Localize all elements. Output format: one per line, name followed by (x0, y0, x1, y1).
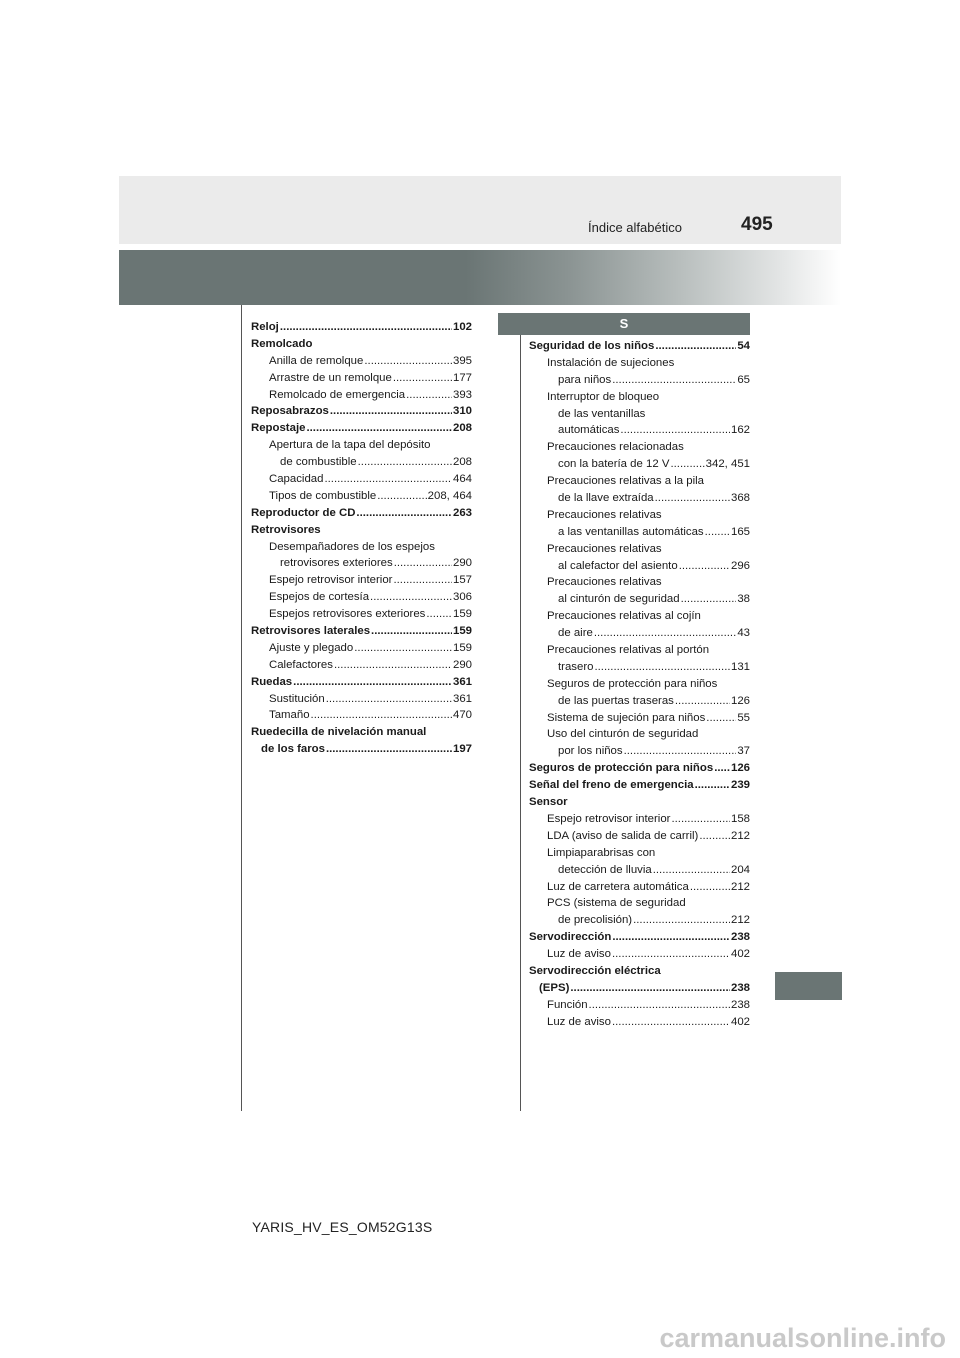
index-entry (251, 707, 472, 724)
leader-dots (612, 929, 730, 946)
index-entry (529, 879, 750, 896)
entry-label: Reloj (251, 321, 279, 333)
entry-label: Capacidad (269, 473, 324, 486)
leader-dots (612, 946, 730, 963)
index-entry (529, 997, 750, 1014)
entry-label: Retrovisores laterales (251, 625, 371, 638)
entry-label: Señal del freno de emergencia (529, 779, 694, 792)
leader-dots (681, 591, 737, 608)
entry-label: Luz de aviso (547, 1015, 611, 1028)
index-entry (251, 471, 472, 488)
entry-page-ref[interactable]: 238 (730, 981, 750, 994)
index-entry (251, 539, 472, 556)
index-entry (529, 693, 750, 710)
entry-label: Luz de aviso (547, 948, 611, 961)
index-entry (251, 724, 472, 741)
index-entry (529, 456, 750, 473)
thumb-index-tab (775, 972, 842, 1000)
leader-dots (670, 456, 704, 473)
index-entry (251, 691, 472, 708)
index-entry (529, 541, 750, 558)
index-entry (251, 640, 472, 657)
entry-label: Seguros de protección para niños (529, 762, 714, 775)
entry-page-ref[interactable]: 263 (452, 506, 472, 519)
leader-dots (671, 811, 730, 828)
leader-dots (570, 980, 730, 997)
index-entry (251, 353, 472, 370)
model-code: YARIS_HV_ES_OM52G13S (252, 1219, 433, 1235)
entry-page-ref[interactable]: 43 (737, 627, 750, 640)
right-column-rule (520, 313, 521, 1111)
leader-dots (324, 471, 452, 488)
index-entry (529, 625, 750, 642)
index-entry (251, 522, 472, 539)
entry-page-ref[interactable]: 162 (730, 424, 750, 437)
entry-page-ref[interactable]: 204 (730, 863, 750, 876)
index-entry (529, 558, 750, 575)
index-entry (529, 439, 750, 456)
entry-page-ref[interactable]: 65 (737, 373, 750, 386)
leader-dots (426, 606, 452, 623)
entry-label: PCS (sistema de seguridad (547, 897, 686, 910)
index-entry (251, 488, 472, 505)
index-entry (251, 454, 472, 471)
entry-label: al calefactor del asiento (558, 559, 678, 572)
entry-label: Espejos de cortesía (269, 591, 370, 604)
entry-page-ref[interactable]: 177 (452, 371, 472, 384)
index-entry (529, 1014, 750, 1031)
entry-page-ref[interactable]: 342, 451 (705, 458, 750, 471)
entry-page-ref[interactable]: 368 (730, 492, 750, 505)
watermark: carmanualsonline.info (659, 1323, 946, 1353)
index-entry (529, 794, 750, 811)
leader-dots (371, 623, 452, 640)
entry-label: automáticas (558, 424, 620, 437)
entry-label: Desempañadores de los espejos (269, 540, 435, 553)
index-entry (529, 473, 750, 490)
entry-label: de las puertas traseras (558, 694, 674, 707)
leader-dots (655, 338, 736, 355)
entry-label: Luz de carretera automática (547, 880, 689, 893)
index-entry (529, 372, 750, 389)
index-entry (529, 524, 750, 541)
entry-label: Función (547, 998, 588, 1011)
leader-dots (594, 659, 730, 676)
entry-label: Servodirección (529, 931, 612, 944)
entry-page-ref[interactable]: 38 (737, 593, 750, 606)
entry-page-ref[interactable]: 238 (730, 998, 750, 1011)
index-entry (529, 676, 750, 693)
entry-label: Espejo retrovisor interior (547, 812, 671, 825)
leader-dots (679, 558, 730, 575)
entry-page-ref[interactable]: 238 (730, 931, 750, 944)
entry-label: de los faros (261, 743, 325, 756)
header-gradient-bar (119, 250, 841, 305)
entry-page-ref[interactable]: 208 (452, 422, 472, 435)
index-entry (251, 623, 472, 640)
leader-dots (354, 640, 452, 657)
entry-page-ref[interactable]: 306 (452, 591, 472, 604)
entry-label: Tamaño (269, 709, 310, 722)
entry-page-ref[interactable]: 296 (730, 559, 750, 572)
index-entry (529, 642, 750, 659)
leader-dots (706, 710, 736, 727)
index-entry (251, 437, 472, 454)
entry-page-ref[interactable]: 159 (452, 641, 472, 654)
index-entry (529, 862, 750, 879)
entry-label: con la batería de 12 V (558, 458, 670, 471)
leader-dots (280, 319, 452, 336)
entry-label: Sistema de sujeción para niños (547, 711, 706, 724)
leader-dots (633, 912, 730, 929)
leader-dots (370, 589, 452, 606)
entry-label: Precauciones relativas al portón (547, 644, 710, 657)
index-entry (251, 572, 472, 589)
entry-label: Espejos retrovisores exteriores (269, 608, 426, 621)
leader-dots (653, 862, 730, 879)
leader-dots (393, 572, 452, 589)
index-entry (529, 608, 750, 625)
index-entry (529, 895, 750, 912)
index-entry (251, 370, 472, 387)
entry-label: Calefactores (269, 658, 333, 671)
leader-dots (406, 387, 452, 404)
leader-dots (364, 353, 452, 370)
leader-dots (293, 674, 452, 691)
header-band (119, 176, 841, 244)
entry-label: Espejo retrovisor interior (269, 574, 393, 587)
entry-label: Sustitución (269, 692, 325, 705)
leader-dots (330, 403, 452, 420)
entry-label: Tipos de combustible (269, 489, 377, 502)
leader-dots (705, 524, 730, 541)
index-entry (529, 591, 750, 608)
index-entry (529, 406, 750, 423)
index-entry (251, 657, 472, 674)
index-entry (251, 741, 472, 758)
index-entry (251, 319, 472, 336)
index-entry (251, 403, 472, 420)
index-entry (529, 777, 750, 794)
leader-dots (655, 490, 730, 507)
leader-dots (306, 420, 452, 437)
entry-page-ref[interactable]: 157 (452, 574, 472, 587)
entry-page-ref[interactable]: 37 (737, 745, 750, 758)
entry-label: de la llave extraída (558, 492, 654, 505)
entry-page-ref[interactable]: 131 (730, 660, 750, 673)
entry-label: Limpiaparabrisas con (547, 846, 656, 859)
index-entry (529, 422, 750, 439)
entry-page-ref[interactable]: 361 (452, 692, 472, 705)
index-entry (529, 659, 750, 676)
leader-dots (714, 760, 730, 777)
leader-dots (612, 372, 736, 389)
entry-label: Reproductor de CD (251, 506, 356, 519)
entry-label: Precauciones relativas al cojín (547, 610, 701, 623)
leader-dots (624, 743, 737, 760)
entry-label: Precauciones relativas (547, 542, 662, 555)
index-entry (529, 929, 750, 946)
index-entry (251, 420, 472, 437)
leader-dots (334, 657, 452, 674)
entry-page-ref[interactable]: 402 (730, 1015, 750, 1028)
entry-page-ref[interactable]: 290 (452, 658, 472, 671)
entry-label: Instalación de sujeciones (547, 356, 675, 369)
entry-page-ref[interactable]: 239 (730, 779, 750, 792)
entry-page-ref[interactable]: 361 (452, 675, 472, 688)
entry-label: LDA (aviso de salida de carril) (547, 829, 699, 842)
leader-dots (326, 691, 452, 708)
leader-dots (394, 555, 452, 572)
entry-label: Reposabrazos (251, 405, 329, 418)
index-entry (529, 912, 750, 929)
left-column-rule (241, 305, 242, 1111)
entry-label: Servodirección eléctrica (529, 964, 661, 977)
leader-dots (695, 777, 730, 794)
entry-page-ref[interactable]: 290 (452, 557, 472, 570)
index-entry (529, 726, 750, 743)
leader-dots (612, 1014, 730, 1031)
entry-label: por los niños (558, 745, 623, 758)
entry-label: trasero (558, 660, 594, 673)
index-entry (251, 589, 472, 606)
entry-page-ref[interactable]: 212 (730, 880, 750, 893)
entry-page-ref[interactable]: 212 (730, 829, 750, 842)
entry-label: de combustible (280, 456, 357, 469)
entry-label: Ruedecilla de nivelación manual (251, 726, 427, 739)
index-entry (529, 710, 750, 727)
index-entry (529, 760, 750, 777)
leader-dots (326, 741, 452, 758)
index-column-left (251, 319, 472, 758)
entry-page-ref[interactable]: 395 (452, 354, 472, 367)
index-entry (529, 963, 750, 980)
entry-label: Anilla de remolque (269, 354, 364, 367)
entry-page-ref[interactable]: 393 (452, 388, 472, 401)
entry-label: Retrovisores (251, 523, 321, 536)
leader-dots (690, 879, 730, 896)
leader-dots (356, 505, 452, 522)
entry-label: Ajuste y plegado (269, 641, 354, 654)
index-entry (251, 387, 472, 404)
entry-label: (EPS) (539, 981, 570, 994)
entry-page-ref[interactable]: 208, 464 (427, 489, 472, 502)
leader-dots (620, 422, 730, 439)
entry-page-ref[interactable]: 402 (730, 948, 750, 961)
entry-label: Precauciones relativas a la pila (547, 475, 705, 488)
entry-label: retrovisores exteriores (280, 557, 393, 570)
entry-label: Seguridad de los niños (529, 340, 655, 352)
entry-label: Precauciones relacionadas (547, 441, 684, 454)
entry-page-ref[interactable]: 197 (452, 743, 472, 756)
entry-page-ref[interactable]: 310 (452, 405, 472, 418)
section-title: Índice alfabético (588, 220, 682, 235)
entry-page-ref[interactable]: 470 (452, 709, 472, 722)
index-entry (529, 355, 750, 372)
index-entry (529, 946, 750, 963)
entry-page-ref[interactable]: 159 (452, 625, 472, 638)
index-entry (529, 490, 750, 507)
entry-label: Ruedas (251, 675, 293, 688)
entry-label: para niños (558, 373, 612, 386)
entry-label: Repostaje (251, 422, 306, 435)
index-entry (529, 845, 750, 862)
entry-label: Arrastre de un remolque (269, 371, 392, 384)
entry-page-ref[interactable]: 159 (452, 608, 472, 621)
entry-page-ref[interactable]: 102 (452, 321, 472, 333)
entry-label: Apertura de la tapa del depósito (269, 439, 431, 452)
entry-label: detección de lluvia (558, 863, 652, 876)
entry-page-ref[interactable]: 54 (737, 340, 750, 352)
index-entry (529, 574, 750, 591)
index-entry (529, 828, 750, 845)
index-entry (251, 555, 472, 572)
entry-label: Seguros de protección para niños (547, 677, 718, 690)
leader-dots (358, 454, 452, 471)
entry-label: de las ventanillas (558, 407, 646, 420)
entry-page-ref[interactable]: 126 (730, 762, 750, 775)
entry-label: Remolcado (251, 337, 313, 350)
index-entry (251, 606, 472, 623)
entry-page-ref[interactable]: 158 (730, 812, 750, 825)
index-entry (251, 336, 472, 353)
entry-label: Uso del cinturón de seguridad (547, 728, 699, 741)
entry-label: Interruptor de bloqueo (547, 390, 660, 403)
leader-dots (377, 488, 426, 505)
entry-label: Precauciones relativas (547, 508, 662, 521)
index-column-right (529, 338, 750, 1031)
entry-label: de precolisión) (558, 914, 633, 927)
index-entry (529, 507, 750, 524)
index-entry (529, 338, 750, 355)
page-number: 495 (741, 214, 773, 235)
index-entry (251, 674, 472, 691)
entry-page-ref[interactable]: 165 (730, 525, 750, 538)
index-entry (529, 980, 750, 997)
leader-dots (393, 370, 452, 387)
entry-page-ref[interactable]: 464 (452, 473, 472, 486)
index-entry (251, 505, 472, 522)
leader-dots (311, 707, 452, 724)
leader-dots (589, 997, 730, 1014)
entry-page-ref[interactable]: 208 (452, 456, 472, 469)
entry-label: a las ventanillas automáticas (558, 525, 704, 538)
entry-label: Precauciones relativas (547, 576, 662, 589)
entry-page-ref[interactable]: 55 (737, 711, 750, 724)
entry-label: al cinturón de seguridad (558, 593, 680, 606)
entry-label: Sensor (529, 796, 568, 809)
leader-dots (594, 625, 736, 642)
index-entry (529, 389, 750, 406)
section-letter-header: S (498, 313, 750, 335)
entry-page-ref[interactable]: 212 (730, 914, 750, 927)
entry-page-ref[interactable]: 126 (730, 694, 750, 707)
index-entry (529, 811, 750, 828)
entry-label: de aire (558, 627, 593, 640)
leader-dots (675, 693, 730, 710)
leader-dots (699, 828, 730, 845)
entry-label: Remolcado de emergencia (269, 388, 406, 401)
index-entry (529, 743, 750, 760)
